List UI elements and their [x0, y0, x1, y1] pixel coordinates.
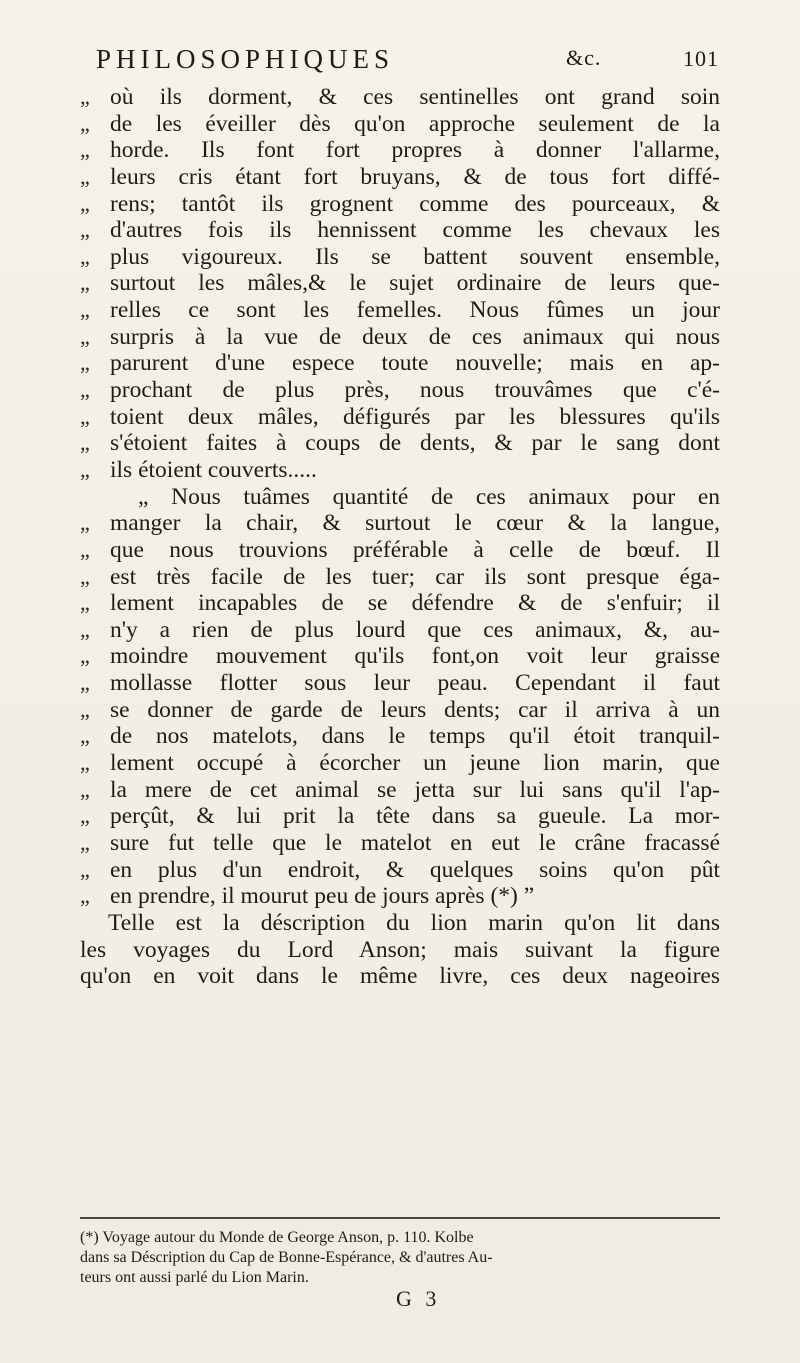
- body-text: [80, 84, 720, 990]
- quote-mark: „: [80, 670, 90, 696]
- quote-mark: „: [80, 510, 90, 536]
- quote-mark: „: [80, 776, 90, 802]
- footnote-rule: [80, 1217, 720, 1219]
- text-line: [80, 564, 720, 591]
- quote-mark: „: [80, 536, 90, 562]
- quote-mark: „: [80, 297, 90, 323]
- text-line: [80, 137, 720, 164]
- line-text: lement occupé à écorcher un jeune lion marin, que: [110, 750, 720, 777]
- text-line: [80, 510, 720, 537]
- line-text: Telle est la déscription du lion marin qu'on lit dans: [108, 909, 720, 936]
- text-line: [80, 164, 720, 191]
- quote-mark: „: [80, 217, 90, 243]
- quote-mark: „: [80, 856, 90, 882]
- line-text: les voyages du Lord Anson; mais suivant la figure: [80, 936, 720, 963]
- quote-mark: „: [80, 456, 90, 482]
- quote-mark: „: [80, 723, 90, 749]
- line-text: surpris à la vue de deux de ces animaux qui nous: [110, 323, 720, 350]
- quote-mark: „: [80, 270, 90, 296]
- text-line: [80, 910, 720, 937]
- text-line: [80, 377, 720, 404]
- line-text: mollasse flotter sous leur peau. Cependant il faut: [110, 670, 720, 697]
- line-text: leurs cris étant fort bruyans, & de tous fort diffé-: [110, 163, 720, 190]
- line-text: moindre mouvement qu'ils font,on voit leur graisse: [110, 643, 720, 670]
- text-line: [80, 324, 720, 351]
- line-text: que nous trouvions préférable à celle de bœuf. Il: [110, 536, 720, 563]
- quote-mark: „: [80, 883, 90, 909]
- text-line: [80, 777, 720, 804]
- line-text: sure fut telle que le matelot en eut le crâne fracassé: [110, 829, 720, 856]
- quote-mark: „: [80, 590, 90, 616]
- line-text: la mere de cet animal se jetta sur lui sans qu'il l'ap-: [110, 776, 720, 803]
- footnote-line: dans sa Déscription du Cap de Bonne-Espérance, & d'autres Au-: [80, 1249, 493, 1266]
- line-text: se donner de garde de leurs dents; car il arriva à un: [110, 696, 720, 723]
- quote-mark: „: [80, 190, 90, 216]
- text-line: [80, 937, 720, 964]
- quote-mark: „: [80, 403, 90, 429]
- line-text: est très facile de les tuer; car ils sont presque éga-: [110, 563, 720, 590]
- text-line: [80, 297, 720, 324]
- text-line: [80, 350, 720, 377]
- line-text: s'étoient faites à coups de dents, & par le sang dont: [110, 430, 720, 457]
- text-line: [80, 830, 720, 857]
- text-line: [80, 643, 720, 670]
- line-text: en prendre, il mourut peu de jours après (*) ”: [110, 883, 535, 910]
- page-number: 101: [683, 46, 719, 71]
- text-line: [80, 191, 720, 218]
- line-text: prochant de plus près, nous trouvâmes que c'é-: [110, 377, 720, 404]
- signature-mark: G 3: [396, 1286, 441, 1311]
- line-text: toient deux mâles, défigurés par les blessures qu'ils: [110, 403, 720, 430]
- text-line: [80, 457, 720, 484]
- text-line: [80, 750, 720, 777]
- quote-mark: „: [80, 323, 90, 349]
- text-line: [80, 244, 720, 271]
- quote-mark: „: [80, 163, 90, 189]
- text-line: [80, 590, 720, 617]
- text-line: [80, 670, 720, 697]
- quote-mark: „: [80, 829, 90, 855]
- line-text: manger la chair, & surtout le cœur & la langue,: [110, 510, 720, 537]
- line-text: d'autres fois ils hennissent comme les chevaux les: [110, 217, 720, 244]
- text-line: [80, 84, 720, 111]
- quote-mark: „: [80, 243, 90, 269]
- text-line: [80, 857, 720, 884]
- text-line: [80, 617, 720, 644]
- line-text: en plus d'un endroit, & quelques soins qu'on pût: [110, 856, 720, 883]
- line-text: de les éveiller dès qu'on approche seulement de la: [110, 110, 720, 137]
- quote-mark: „: [80, 350, 90, 376]
- running-title: PHILOSOPHIQUES: [96, 44, 395, 74]
- quote-mark: „: [80, 563, 90, 589]
- quote-mark: „: [80, 430, 90, 456]
- quote-mark: „: [80, 137, 90, 163]
- line-text: surtout les mâles,& le sujet ordinaire de leurs que-: [110, 270, 720, 297]
- quote-mark: „: [80, 696, 90, 722]
- line-text: ils étoient couverts.....: [110, 456, 317, 483]
- quote-mark: „: [80, 750, 90, 776]
- line-text: relles ce sont les femelles. Nous fûmes un jour: [110, 297, 720, 324]
- quote-mark: „: [80, 84, 90, 109]
- quote-mark: „: [80, 803, 90, 829]
- quote-mark: „: [80, 643, 90, 669]
- line-text: lement incapables de se défendre & de s'enfuir; il: [110, 590, 720, 617]
- text-line: [80, 723, 720, 750]
- footnote-line: (*) Voyage autour du Monde de George Anson, p. 110. Kolbe: [80, 1229, 474, 1246]
- line-text: de nos matelots, dans le temps qu'il étoit tranquil-: [110, 723, 720, 750]
- text-line: [80, 111, 720, 138]
- quote-mark: „: [80, 110, 90, 136]
- text-line: [80, 430, 720, 457]
- text-line: [80, 963, 720, 990]
- running-etc: &c.: [566, 45, 602, 70]
- line-text: n'y a rien de plus lourd que ces animaux, &, au-: [110, 616, 720, 643]
- text-line: [80, 697, 720, 724]
- line-text: parurent d'une espece toute nouvelle; mais en ap-: [110, 350, 720, 377]
- line-text: perçût, & lui prit la tête dans sa gueule. La mor-: [110, 803, 720, 830]
- footnote-line: teurs ont aussi parlé du Lion Marin.: [80, 1269, 309, 1286]
- text-line: [80, 217, 720, 244]
- line-text: plus vigoureux. Ils se battent souvent ensemble,: [110, 243, 720, 270]
- line-text: rens; tantôt ils grognent comme des pourceaux, &: [110, 190, 720, 217]
- text-line: [80, 803, 720, 830]
- text-line: [80, 537, 720, 564]
- text-line: [80, 404, 720, 431]
- line-text: horde. Ils font fort propres à donner l'allarme,: [110, 137, 720, 164]
- text-line: [80, 484, 720, 511]
- quote-mark: „: [80, 616, 90, 642]
- text-line: [80, 270, 720, 297]
- line-text: „ Nous tuâmes quantité de ces animaux pour en: [138, 483, 720, 510]
- quote-mark: „: [80, 377, 90, 403]
- line-text: où ils dorment, & ces sentinelles ont grand soin: [110, 84, 720, 110]
- footnote: [80, 1228, 720, 1288]
- text-line: [80, 883, 720, 910]
- running-head: [96, 44, 719, 80]
- line-text: qu'on en voit dans le même livre, ces deux nageoires: [80, 963, 720, 990]
